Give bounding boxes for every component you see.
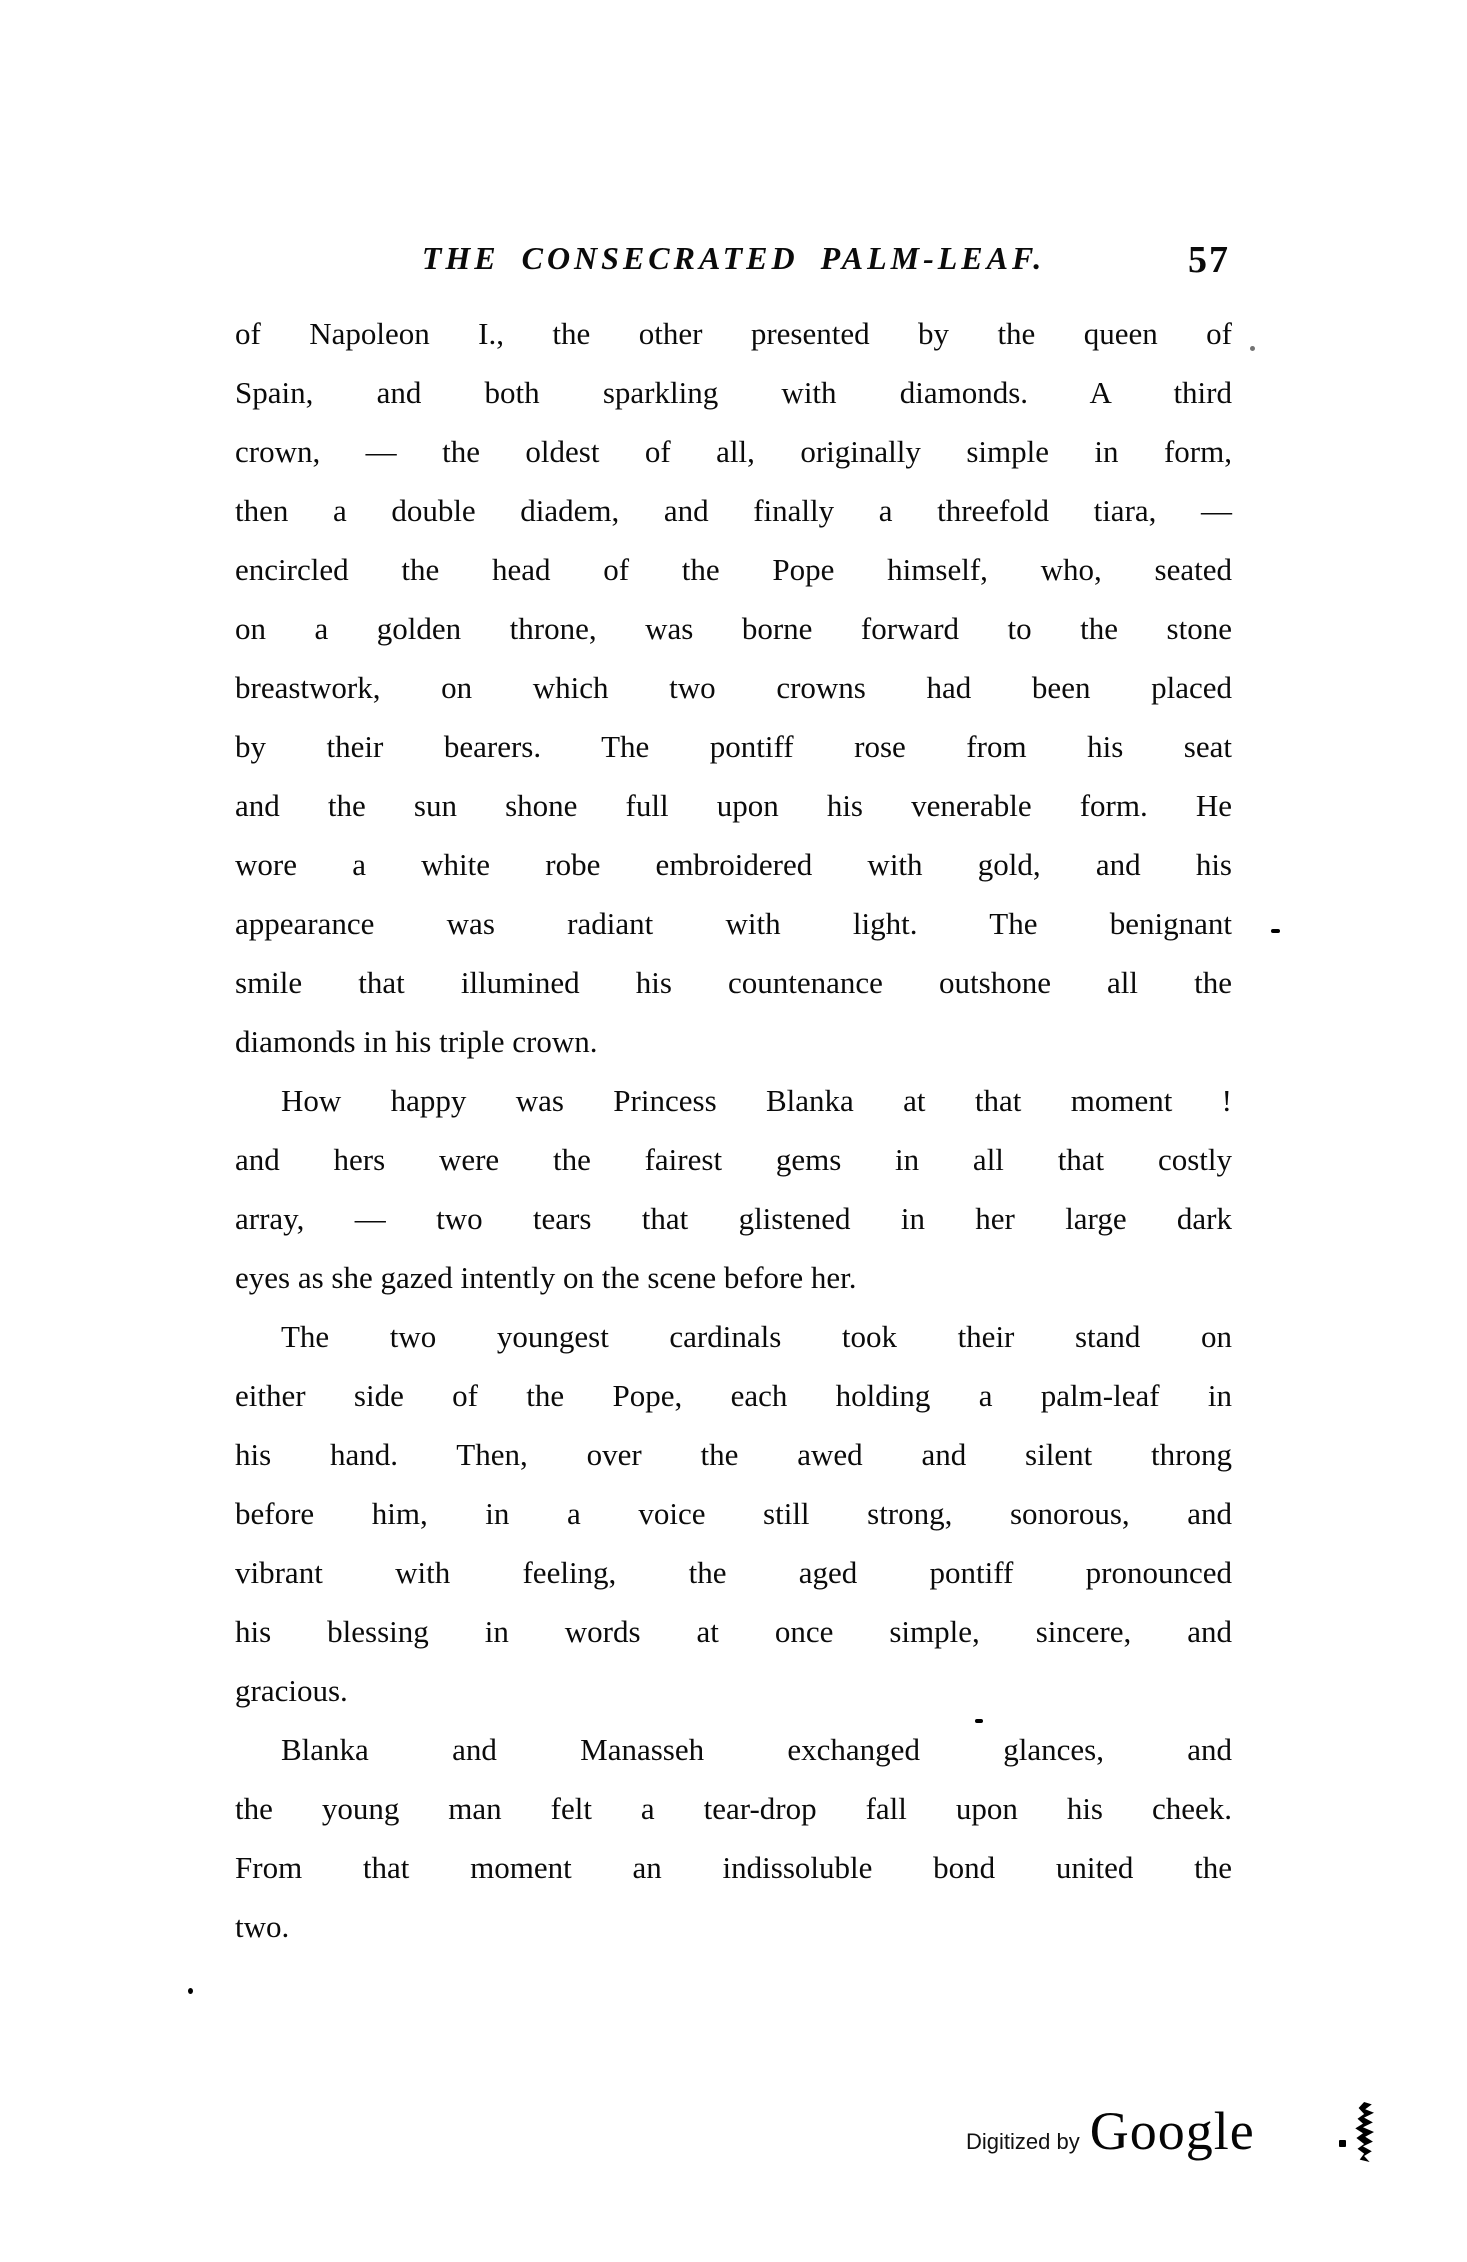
ink-blot — [1352, 2102, 1374, 2162]
text-line: smile that illumined his countenance outshone all the — [235, 965, 1232, 1000]
scan-speck — [975, 1719, 983, 1723]
text-line: wore a white robe embroidered with gold, and his — [235, 847, 1232, 882]
text-line: eyes as she gazed intently on the scene before her. — [235, 1260, 857, 1295]
text-line: encircled the head of the Pope himself, who, seated — [235, 552, 1232, 587]
text-line: either side of the Pope, each holding a palm-leaf in — [235, 1378, 1232, 1413]
paragraph — [235, 1307, 1232, 1720]
paragraph — [235, 1720, 1232, 1956]
digitized-by-label: Digitized by — [966, 2129, 1080, 2154]
text-line: his blessing in words at once simple, sincere, and — [235, 1614, 1232, 1649]
running-header-title: THE CONSECRATED PALM-LEAF. — [421, 240, 1046, 276]
text-line: The two youngest cardinals took their stand on — [281, 1319, 1232, 1354]
text-line: From that moment an indissoluble bond united the — [235, 1850, 1232, 1885]
text-line: How happy was Princess Blanka at that moment ! — [281, 1083, 1232, 1118]
text-line: vibrant with feeling, the aged pontiff pronounced — [235, 1555, 1232, 1590]
text-line: diamonds in his triple crown. — [235, 1024, 598, 1059]
scan-speck — [1339, 2140, 1346, 2147]
text-line: breastwork, on which two crowns had been placed — [235, 670, 1232, 705]
text-line: and the sun shone full upon his venerable form. He — [235, 788, 1232, 823]
text-line: by their bearers. The pontiff rose from his seat — [235, 729, 1232, 764]
digitization-mark — [966, 2100, 1255, 2162]
text-line: two. — [235, 1909, 290, 1944]
text-line: his hand. Then, over the awed and silent throng — [235, 1437, 1232, 1472]
text-line: crown, — the oldest of all, originally simple in form, — [235, 434, 1232, 469]
text-line: Spain, and both sparkling with diamonds. A third — [235, 375, 1232, 410]
text-line: Blanka and Manasseh exchanged glances, and — [281, 1732, 1232, 1767]
page-body — [235, 304, 1232, 1956]
text-line: and hers were the fairest gems in all that costly — [235, 1142, 1232, 1177]
text-line: of Napoleon I., the other presented by the queen of — [235, 316, 1232, 351]
paragraph — [235, 1071, 1232, 1307]
text-line: before him, in a voice still strong, sonorous, and — [235, 1496, 1232, 1531]
scan-speck — [1250, 346, 1255, 351]
text-line: array, — two tears that glistened in her large dark — [235, 1201, 1232, 1236]
text-line: appearance was radiant with light. The benignant — [235, 906, 1232, 941]
text-line: on a golden throne, was borne forward to the stone — [235, 611, 1232, 646]
text-line: then a double diadem, and finally a threefold tiara, — — [235, 493, 1232, 528]
text-line: gracious. — [235, 1673, 348, 1708]
page-number: 57 — [1188, 239, 1230, 281]
text-line: the young man felt a tear-drop fall upon his cheek. — [235, 1791, 1232, 1826]
paragraph — [235, 304, 1232, 1071]
scan-speck — [188, 1988, 193, 1994]
scan-speck — [1271, 929, 1280, 933]
google-logo: Google — [1089, 2101, 1255, 2161]
